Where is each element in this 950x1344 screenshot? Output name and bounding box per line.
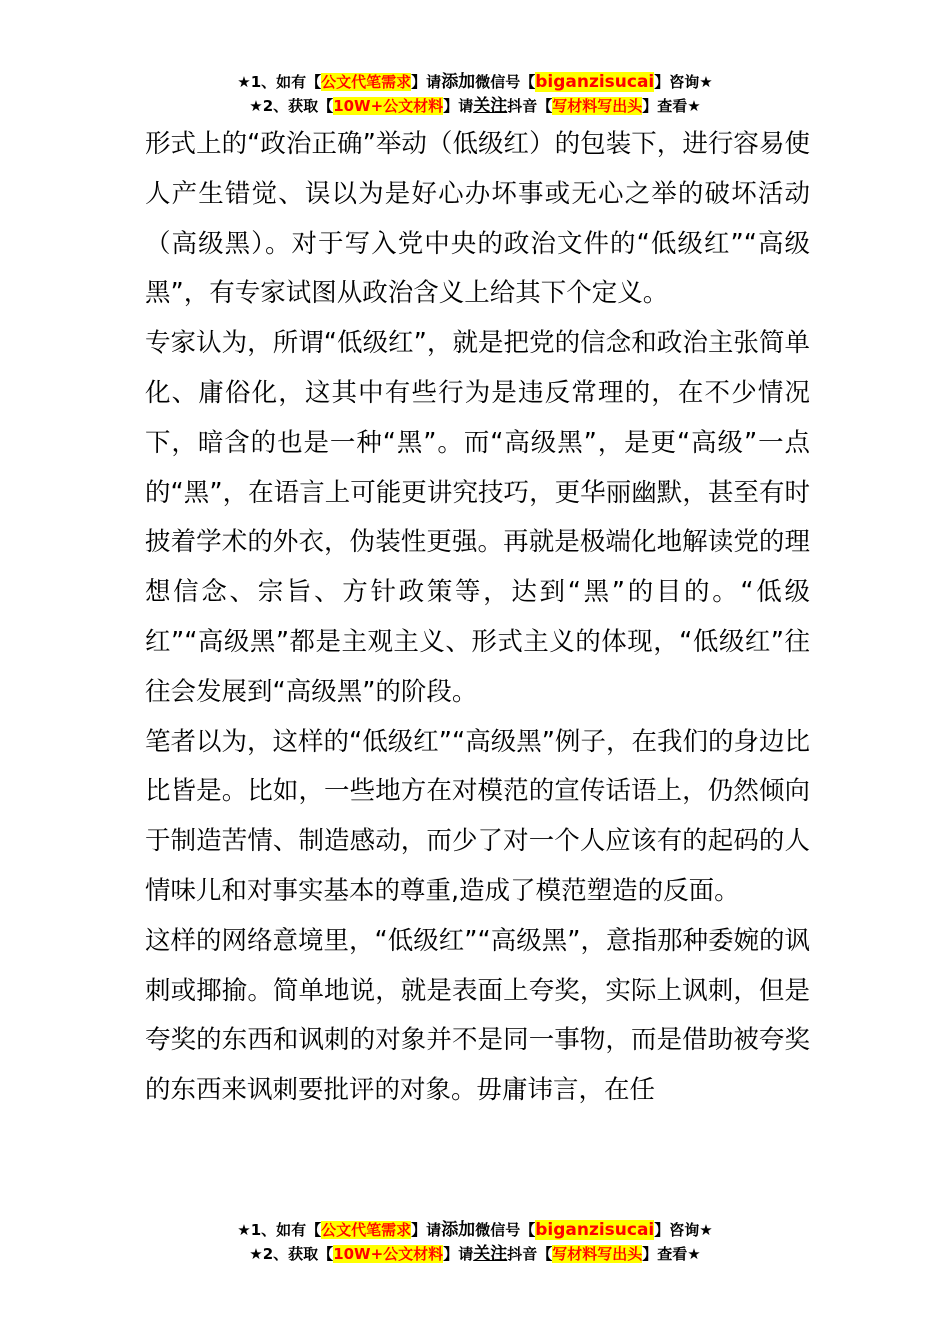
paragraph-2: 专家认为，所谓“低级红”，就是把党的信念和政治主张简单化、庸俗化，这其中有些行为是违反常理的，在不少情况下，暗含的也是一种“黑”。而“高级黑”，是更“高级”一点的“黑”，在语言上可能更讲究技巧，更华丽幽默，甚至有时披着学术的外衣，伪装性更强。再就是极端化地解读党的理想信念、宗旨、方针政策等，达到“黑”的目的。“低级红”“高级黑”都是主观主义、形式主义的体现，“低级红”往往会发展到“高级黑”的阶段。 bbox=[145, 328, 810, 707]
header-l2-prefix: ★2、获取【 bbox=[249, 97, 334, 115]
footer-l2-prefix: ★2、获取【 bbox=[249, 1245, 334, 1263]
document-body bbox=[145, 120, 810, 1116]
header-line-2 bbox=[0, 94, 950, 118]
header-banner bbox=[0, 70, 950, 118]
footer-l1-suffix: 】咨询★ bbox=[654, 1221, 713, 1239]
header-l1-text-wechat: 微信号【 bbox=[475, 73, 536, 91]
header-l2-text-please: 】请 bbox=[443, 97, 474, 115]
footer-l2-douyin-id: 写材料写出头 bbox=[552, 1245, 643, 1263]
footer-line-2 bbox=[0, 1242, 950, 1266]
footer-l1-prefix: ★1、如有【 bbox=[237, 1221, 322, 1239]
footer-line-1 bbox=[0, 1218, 950, 1242]
header-l1-text-add: 添加 bbox=[441, 72, 476, 92]
header-line-1 bbox=[0, 70, 950, 94]
header-l2-suffix: 】查看★ bbox=[642, 97, 701, 115]
footer-l1-text-please: 】请 bbox=[411, 1221, 442, 1239]
footer-l1-highlight-service: 公文代笔需求 bbox=[321, 1221, 412, 1239]
header-l1-wechat-id: biganzisucai bbox=[535, 72, 655, 92]
footer-l1-wechat-id: biganzisucai bbox=[535, 1220, 655, 1240]
footer-banner bbox=[0, 1218, 950, 1266]
header-l1-highlight-service: 公文代笔需求 bbox=[321, 73, 412, 91]
header-l2-text-follow: 关注 bbox=[473, 96, 508, 116]
header-l2-highlight-materials: 10W+公文材料 bbox=[333, 97, 444, 115]
header-l2-text-douyin: 抖音【 bbox=[507, 97, 553, 115]
footer-l1-text-wechat: 微信号【 bbox=[475, 1221, 536, 1239]
header-l2-douyin-id: 写材料写出头 bbox=[552, 97, 643, 115]
paragraph-4: 这样的网络意境里，“低级红”“高级黑”，意指那种委婉的讽刺或揶揄。简单地说，就是表面上夸奖，实际上讽刺，但是夸奖的东西和讽刺的对象并不是同一事物，而是借助被夸奖的东西来讽刺要批评的对象。毋庸讳言，在任 bbox=[145, 925, 810, 1106]
paragraph-3: 笔者以为，这样的“低级红”“高级黑”例子，在我们的身边比比皆是。比如，一些地方在对模范的宣传话语上，仍然倾向于制造苦情、制造感动，而少了对一个人应该有的起码的人情味儿和对事实基本的尊重,造成了模范塑造的反面。 bbox=[145, 726, 810, 906]
footer-l2-highlight-materials: 10W+公文材料 bbox=[333, 1245, 444, 1263]
header-l1-prefix: ★1、如有【 bbox=[237, 73, 322, 91]
footer-l2-text-please: 】请 bbox=[443, 1245, 474, 1263]
footer-l2-text-douyin: 抖音【 bbox=[507, 1245, 553, 1263]
footer-l2-suffix: 】查看★ bbox=[642, 1245, 701, 1263]
footer-l1-text-add: 添加 bbox=[441, 1220, 476, 1240]
header-l1-suffix: 】咨询★ bbox=[654, 73, 713, 91]
paragraph-1: 形式上的“政治正确”举动（低级红）的包装下，进行容易使人产生错觉、误以为是好心办坏事或无心之举的破坏活动（高级黑）。对于写入党中央的政治文件的“低级红”“高级黑”，有专家试图从政治含义上给其下个定义。 bbox=[145, 129, 810, 309]
header-l1-text-please: 】请 bbox=[411, 73, 442, 91]
footer-l2-text-follow: 关注 bbox=[473, 1244, 508, 1264]
